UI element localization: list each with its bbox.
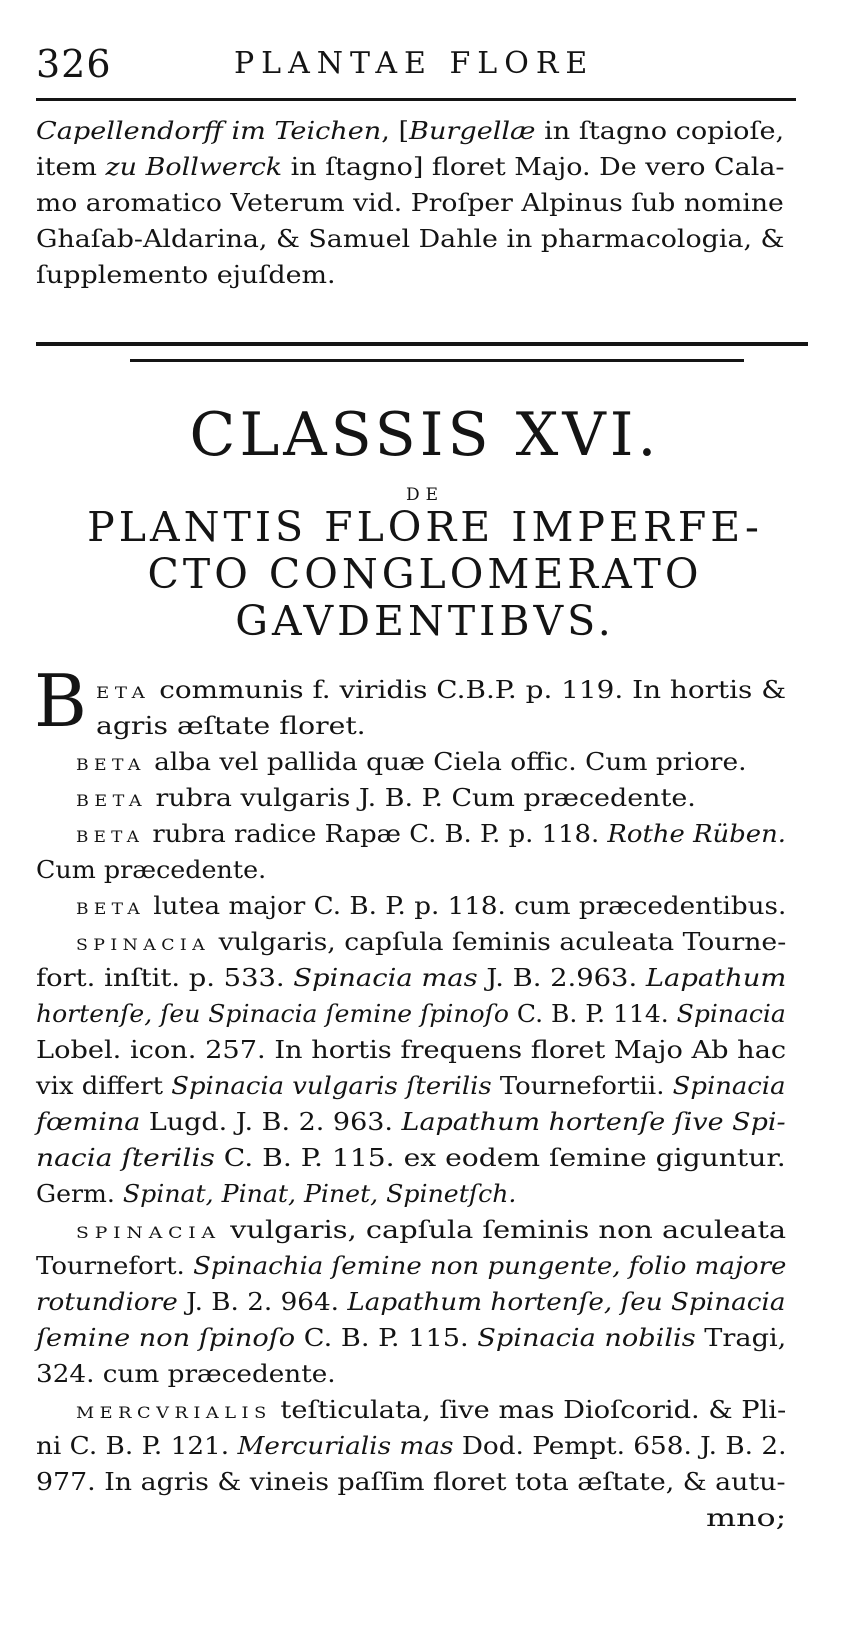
text-run: ſupplemento ejuſdem. [36,260,336,289]
text-line [76,1392,786,1430]
text-run: Cum præcedente. [36,855,267,884]
text-run: Tournefortii. [491,1071,673,1100]
text-run: agris æſtate floret. [96,711,366,740]
italic-run: Burgellæ [409,116,536,145]
text-line [36,1032,786,1067]
italic-run: Rothe Rüben. [607,819,786,848]
text-line [96,672,786,710]
italic-run: Spinacia nobilis [477,1323,696,1352]
text-line [36,113,784,148]
text-run: in ſtagno] floret Majo. De vero Cala- [282,152,785,181]
text-run: Lugd. J. B. 2. 963. [140,1107,402,1136]
small-caps-run: ETA [96,683,151,702]
italic-run: Spinacia [672,1071,786,1100]
text-line [36,1104,786,1139]
text-line [36,221,784,256]
text-run: mo aromatico Veterum vid. Proſper Alpinus ſub nomine [36,188,784,217]
text-line [36,1464,786,1499]
text-run: item [36,152,106,181]
text-run: Ghaſab-Aldarina, & Samuel Dahle in pharmacologia, & [36,224,785,253]
text-run: , [ [381,116,410,145]
text-line [36,257,336,292]
drop-cap: B [34,659,87,743]
running-title: PLANTAE FLORE [234,46,595,81]
text-run: Tournefort. [36,1251,194,1280]
text-run: 977. In agris & vineis paſſim floret tota æſtate, & autu- [36,1467,786,1496]
header-rule [36,98,796,101]
section-divider-thick [36,342,808,346]
text-run: ni C. B. P. 121. [36,1431,238,1460]
catchword: mno; [706,1503,787,1532]
small-caps-run: BETA [76,827,145,846]
italic-run: Capellendorff im Teichen [36,116,382,145]
italic-run: zu Bollwerck [105,152,283,181]
text-line [76,924,786,962]
text-run: vulgaris, capſula ſeminis aculeata Tourne- [210,927,787,956]
text-line [36,960,786,995]
text-run: Lobel. icon. 257. In hortis frequens floret Majo Ab hac [36,1035,787,1064]
text-line [36,1068,785,1103]
text-run: C. B. P. 114. [508,999,677,1028]
text-line [36,1248,786,1283]
text-line [36,1140,786,1175]
italic-run: Spinat, Pinat, Pinet, Spinetſch. [122,1179,517,1208]
italic-run: hortenſe, ſeu Spinacia ſemine ſpinoſo [36,999,509,1028]
italic-run: Spinachia ſemine non pungente, folio majore [193,1251,787,1280]
class-subtitle-line-3: GAVDENTIBVS. [235,597,615,645]
text-line [76,780,696,818]
text-run: lutea major C. B. P. p. 118. cum præcedentibus. [144,891,787,920]
text-line [76,744,747,782]
text-run: vix differt [36,1071,172,1100]
italic-run: Spinacia [676,999,786,1028]
small-caps-run: BETA [76,755,146,774]
text-line [36,852,266,887]
class-heading: CLASSIS XVI. [189,400,661,470]
class-subtitle-line-1: PLANTIS FLORE IMPERFE- [87,503,763,551]
text-run: fort. inſtit. p. 533. [36,963,294,992]
text-line [36,1176,516,1211]
text-run: Tragi, [695,1323,787,1352]
text-run: Germ. [36,1179,123,1208]
text-run: C. B. P. 115. [295,1323,478,1352]
italic-run: nacia ſterilis [36,1143,215,1172]
class-de: DE [405,485,445,505]
italic-run: Lapathum hortenſe, ſeu Spinacia [347,1287,786,1316]
italic-run: Lapathum [645,963,787,992]
section-divider-thin [130,359,744,362]
text-line [36,996,786,1031]
text-run: Dod. Pempt. 658. J. B. 2. [453,1431,787,1460]
page-number: 326 [36,42,112,86]
small-caps-run: MERCVRIALIS [76,1403,272,1422]
text-line [96,708,366,743]
text-run: in ſtagno copioſe, [535,116,785,145]
text-run: teſticulata, ſive mas Dioſcorid. & Pli- [271,1395,787,1424]
text-run: rubra radice Rapæ C. B. P. p. 118. [144,819,608,848]
text-run: vulgaris, capſula ſeminis non aculeata [220,1215,787,1244]
small-caps-run: BETA [76,791,147,810]
text-line [76,888,786,926]
italic-run: Mercurialis mas [237,1431,454,1460]
text-run: alba vel pallida quæ Ciela offic. Cum priore. [145,747,747,776]
text-run: communis f. viridis C.B.P. p. 119. In hortis & [150,675,787,704]
italic-run: Lapathum hortenſe ſive Spi- [401,1107,786,1136]
small-caps-run: SPINACIA [76,1223,221,1242]
text-line [36,1428,786,1463]
class-subtitle-line-2: CTO CONGLOMERATO [147,550,703,598]
text-run: 324. cum præcedente. [36,1359,336,1388]
italic-run: Spinacia vulgaris ſterilis [171,1071,492,1100]
text-run: J. B. 2. 964. [177,1287,348,1316]
text-line [76,1212,786,1250]
text-line [36,1320,786,1355]
page-header [36,38,816,90]
small-caps-run: BETA [76,899,145,918]
text-line [36,149,784,184]
text-run: C. B. P. 115. ex eodem ſemine giguntur. [214,1143,786,1172]
text-run: rubra vulgaris J. B. P. Cum præcedente. [146,783,696,812]
italic-run: Spinacia mas [293,963,478,992]
text-line [36,1284,785,1319]
text-line [36,1356,336,1391]
small-caps-run: SPINACIA [76,935,211,954]
italic-run: fœmina [36,1107,141,1136]
italic-run: ſemine non ſpinoſo [36,1323,296,1352]
text-run: J. B. 2.963. [477,963,646,992]
italic-run: rotundiore [36,1287,178,1316]
text-line [76,816,786,854]
text-line [36,185,784,220]
